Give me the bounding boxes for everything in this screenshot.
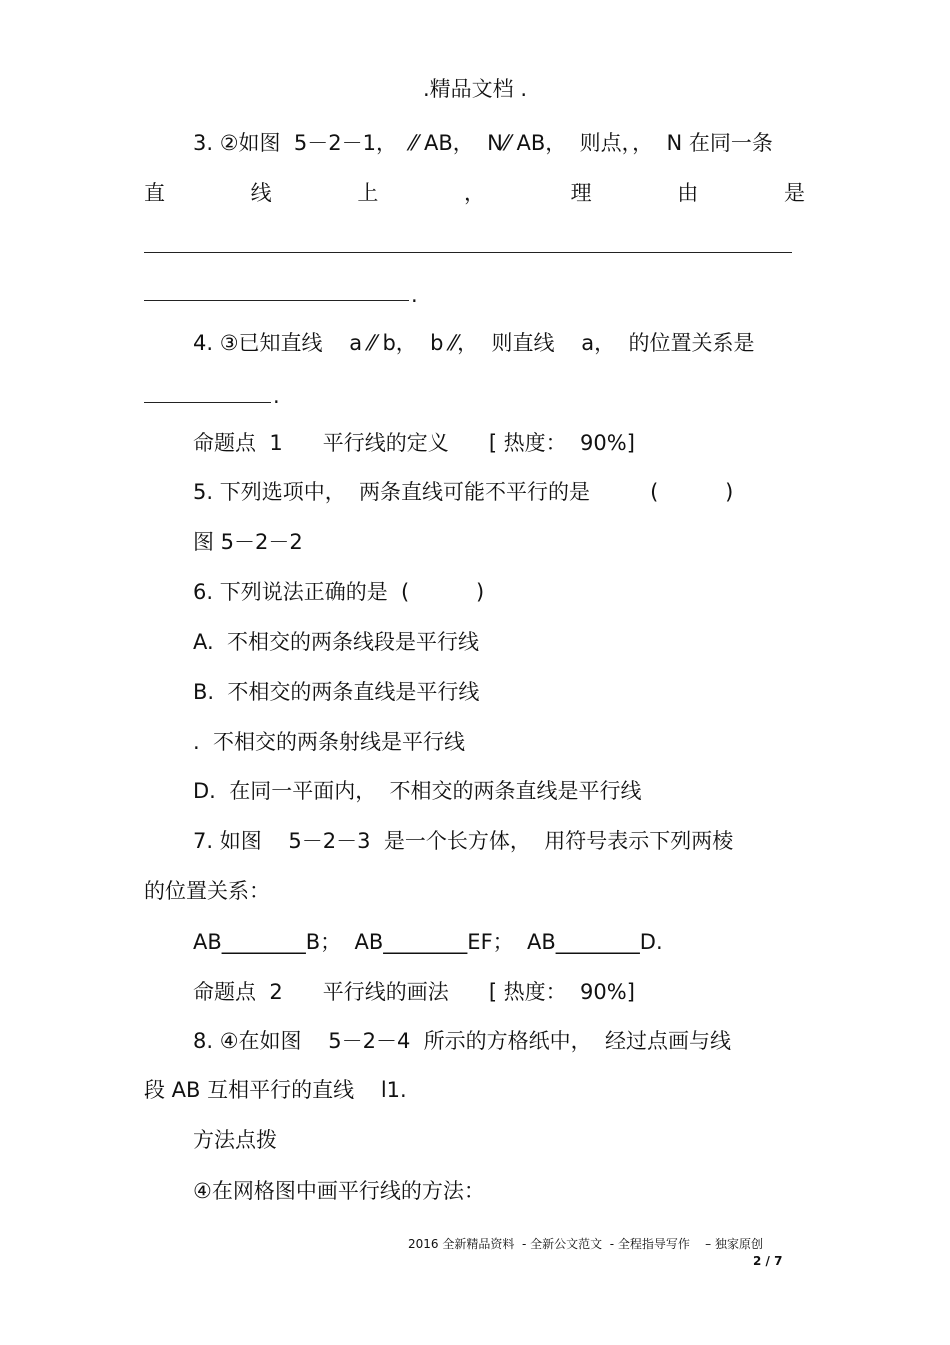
topic-2-heading: 命题点 2 平行线的画法 [ 热度： 90%] <box>193 980 635 1004</box>
q3-char: 上 <box>357 181 379 205</box>
q3-char: 理 <box>570 181 592 205</box>
question-8-line2: 段 AB 互相平行的直线 l1. <box>144 1078 407 1102</box>
question-6: 6. 下列说法正确的是 ( ) <box>193 580 485 604</box>
answer-blank <box>144 300 409 301</box>
question-3-end: . <box>411 283 418 307</box>
answer-blank <box>144 252 792 253</box>
q3-char: 是 <box>783 181 805 205</box>
question-7-line2: 的位置关系： <box>144 879 270 903</box>
q3-char: ， <box>463 181 485 205</box>
figure-5-2-2-caption: 图 5－2－2 <box>193 530 303 554</box>
question-3-line2 <box>144 180 805 206</box>
question-4-line1: 4. ③已知直线 a ⁄⁄ b， b ⁄⁄， 则直线 a， 的位置关系是 <box>193 331 755 355</box>
option-c: . 不相交的两条射线是平行线 <box>193 730 466 754</box>
option-b: B. 不相交的两条直线是平行线 <box>193 680 480 704</box>
q3-char: 直 <box>144 181 165 205</box>
question-7-line1: 7. 如图 5－2－3 是一个长方体， 用符号表示下列两棱 <box>193 829 734 853</box>
page-header: .精品文档 . <box>422 77 528 101</box>
method-text: ④在网格图中画平行线的方法： <box>193 1179 485 1203</box>
topic-1-heading: 命题点 1 平行线的定义 [ 热度： 90%] <box>193 431 635 455</box>
page-number: 2 / 7 <box>753 1254 783 1268</box>
question-8-line1: 8. ④在如图 5－2－4 所示的方格纸中， 经过点画与线 <box>193 1029 732 1053</box>
option-d: D. 在同一平面内， 不相交的两条直线是平行线 <box>193 779 642 803</box>
question-3-line1: 3. ②如图 5－2－1， ⁄⁄ AB， N⁄⁄ AB， 则点，， N 在同一条 <box>193 131 773 155</box>
answer-blank <box>144 402 271 403</box>
q3-char: 线 <box>250 181 272 205</box>
question-5: 5. 下列选项中， 两条直线可能不平行的是 ( ) <box>193 480 734 504</box>
question-7-line3: AB________B； AB________EF； AB________D. <box>193 930 663 954</box>
method-title: 方法点拨 <box>193 1128 277 1152</box>
page-footer: 2016 全新精品资料 - 全新公文范文 - 全程指导写作 – 独家原创 <box>408 1237 763 1251</box>
option-a: A. 不相交的两条线段是平行线 <box>193 630 480 654</box>
q3-char: 由 <box>677 181 699 205</box>
question-4-end: . <box>273 384 280 408</box>
